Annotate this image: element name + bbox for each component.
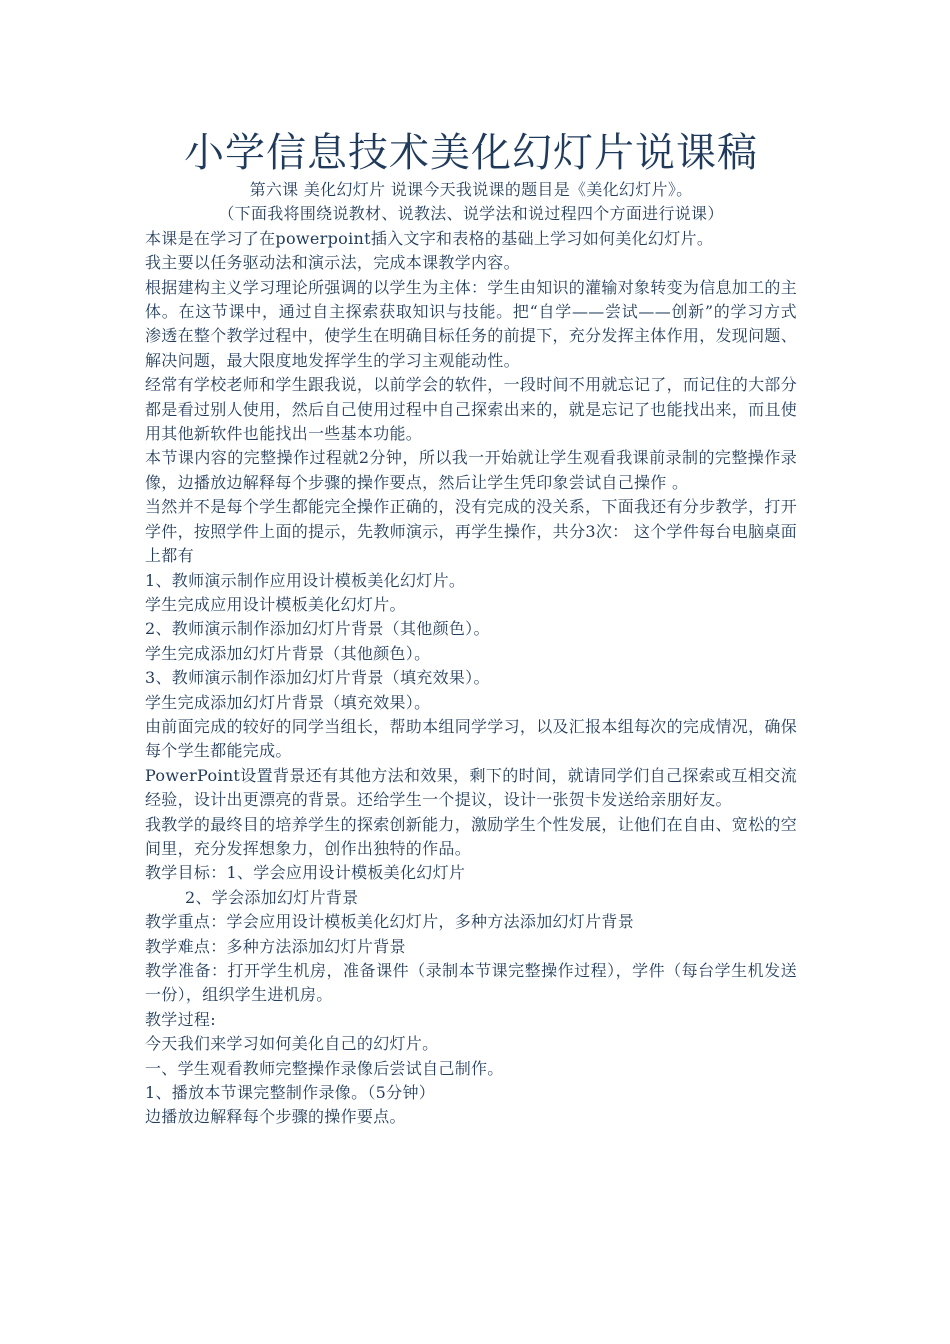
- paragraph: 学生完成添加幻灯片背景（其他颜色）。: [145, 643, 431, 663]
- paragraph: 经常有学校老师和学生跟我说，以前学会的软件，一段时间不用就忘记了，而记住的大部分都是看过别人使用，然后自己使用过程中自己探索出来的，就是忘记了也能找出来，而且使用其他新软件也能找出一些基本功能。: [145, 375, 798, 444]
- teaching-goal-1: 教学目标：1、学会应用设计模板美化幻灯片: [145, 863, 466, 883]
- paragraph: 2、教师演示制作添加幻灯片背景（其他颜色）。: [145, 619, 490, 639]
- paragraph: 3、教师演示制作添加幻灯片背景（填充效果）。: [145, 668, 490, 688]
- paragraph: 我主要以任务驱动法和演示法，完成本课教学内容。: [145, 253, 520, 273]
- paragraph: 今天我们来学习如何美化自己的幻灯片。: [145, 1034, 439, 1054]
- paragraph: 当然并不是每个学生都能完全操作正确的，没有完成的没关系，下面我还有分步教学，打开学件，按照学件上面的提示，先教师演示，再学生操作，共分3次： 这个学件每台电脑桌面上都有: [145, 497, 798, 566]
- paragraph: 学生完成添加幻灯片背景（填充效果）。: [145, 692, 431, 712]
- teaching-difficulty: 教学难点：多种方法添加幻灯片背景: [145, 936, 406, 956]
- paragraph: 边播放边解释每个步骤的操作要点。: [145, 1107, 406, 1127]
- section-heading: 一、学生观看教师完整操作录像后尝试自己制作。: [145, 1058, 504, 1078]
- paragraph: 我教学的最终目的培养学生的探索创新能力，激励学生个性发展，让他们在自由、宽松的空间里，充分发挥想象力，创作出独特的作品。: [145, 814, 798, 858]
- paragraph: PowerPoint设置背景还有其他方法和效果，剩下的时间，就请同学们自己探索或互相交流经验，设计出更漂亮的背景。还给学生一个提议，设计一张贺卡发送给亲朋好友。: [145, 765, 797, 810]
- document-body: [145, 128, 797, 1130]
- overview-line: （下面我将围绕说教材、说教法、说学法和说过程四个方面进行说课）: [218, 204, 724, 224]
- paragraph: 本课是在学习了在powerpoint插入文字和表格的基础上学习如何美化幻灯片。: [145, 228, 714, 248]
- document-title: 小学信息技术美化幻灯片说课稿: [184, 130, 758, 176]
- paragraph: 本节课内容的完整操作过程就2分钟，所以我一开始就让学生观看我课前录制的完整操作录像，边播放边解释每个步骤的操作要点，然后让学生凭印象尝试自己操作 。: [145, 448, 797, 492]
- teaching-key-point: 教学重点：学会应用设计模板美化幻灯片，多种方法添加幻灯片背景: [145, 912, 635, 932]
- teaching-process-heading: 教学过程:: [145, 1009, 216, 1029]
- intro-line: 第六课 美化幻灯片 说课今天我说课的题目是《美化幻灯片》。: [249, 180, 693, 199]
- paragraph: 根据建构主义学习理论所强调的以学生为主体：学生由知识的灌输对象转变为信息加工的主体。在这节课中，通过自主探索获取知识与技能。把“自学——尝试——创新”的学习方式渗透在整个教学过程中，使学生在明确目标任务的前提下，充分发挥主体作用，发现问题、解决问题，最大限度地发挥学生的学习主观能动性。: [145, 277, 798, 370]
- teaching-preparation: 教学准备：打开学生机房，准备课件（录制本节课完整操作过程），学件（每台学生机发送一份），组织学生进机房。: [145, 961, 797, 1005]
- paragraph: 学生完成应用设计模板美化幻灯片。: [145, 594, 406, 614]
- paragraph: 1、教师演示制作应用设计模板美化幻灯片。: [145, 570, 466, 590]
- paragraph: 由前面完成的较好的同学当组长，帮助本组同学学习，以及汇报本组每次的完成情况，确保每个学生都能完成。: [145, 716, 798, 761]
- paragraph: 1、播放本节课完整制作录像。（5分钟）: [145, 1083, 436, 1103]
- teaching-goal-2: 2、学会添加幻灯片背景: [185, 887, 359, 907]
